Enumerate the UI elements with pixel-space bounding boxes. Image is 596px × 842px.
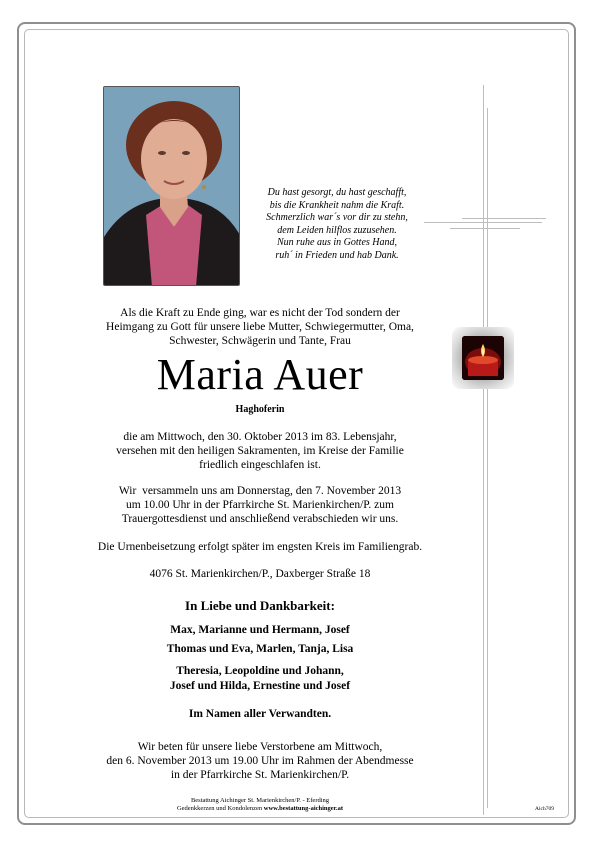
poem-line: bis die Krankheit nahm die Kraft. bbox=[269, 199, 405, 211]
death-notice-line: friedlich eingeschlafen ist. bbox=[199, 459, 321, 471]
mourners-heading: In Liebe und Dankbarkeit: bbox=[185, 598, 335, 613]
intro-line: Schwester, Schwägerin und Tante, Frau bbox=[169, 335, 351, 347]
mourners-line: Max, Marianne und Hermann, Josef bbox=[170, 624, 350, 636]
document-code: Aich709 bbox=[535, 806, 554, 812]
death-notice bbox=[40, 430, 480, 472]
death-notice-line: versehen mit den heiligen Sakramenten, im Kreise der Familie bbox=[116, 445, 404, 457]
funeral-line: um 10.00 Uhr in der Pfarrkirche St. Marienkirchen/P. zum bbox=[126, 499, 394, 511]
urn-burial-text: Die Urnenbeisetzung erfolgt später im engsten Kreis im Familiengrab. bbox=[97, 541, 423, 553]
intro-line: Als die Kraft zu Ende ging, war es nicht der Tod sondern der bbox=[120, 307, 400, 319]
address: 4076 St. Marienkirchen/P., Daxberger Straße 18 bbox=[149, 568, 371, 580]
mourners-group-1 bbox=[40, 621, 480, 659]
evening-mass-line: den 6. November 2013 um 19.00 Uhr im Rahmen der Abendmesse bbox=[106, 755, 414, 767]
intro-text bbox=[40, 306, 480, 348]
poem bbox=[240, 187, 434, 262]
portrait-photo bbox=[103, 86, 240, 286]
house-name: Haghoferin bbox=[235, 404, 285, 415]
death-notice-line: die am Mittwoch, den 30. Oktober 2013 im 83. Lebensjahr, bbox=[123, 431, 397, 443]
funeral-line: Trauergottesdienst und anschließend verabschieden wir uns. bbox=[121, 513, 399, 525]
evening-mass-line: Wir beten für unsere liebe Verstorbene am Mittwoch, bbox=[137, 741, 383, 753]
mourners-line: Thomas und Eva, Marlen, Tanja, Lisa bbox=[166, 643, 354, 655]
funeral-info bbox=[40, 484, 480, 526]
mourners-line: Josef und Hilda, Ernestine und Josef bbox=[169, 680, 351, 692]
poem-line: ruh´ in Frieden und hab Dank. bbox=[275, 249, 399, 261]
footer-text: Gedenkkerzen und Kondolenzen bbox=[176, 805, 264, 812]
deceased-name: Maria Auer bbox=[156, 350, 364, 399]
mourners-line: Theresia, Leopoldine und Johann, bbox=[176, 665, 344, 677]
footer-line-1: Bestattung Aichinger St. Marienkirchen/P. - Eferding bbox=[190, 797, 330, 804]
evening-mass-line: in der Pfarrkirche St. Marienkirchen/P. bbox=[170, 769, 350, 781]
poem-line: Nun ruhe aus in Gottes Hand, bbox=[277, 237, 397, 248]
relatives-note: Im Namen aller Verwandten. bbox=[188, 708, 332, 720]
poem-line: dem Leiden hilflos zuzusehen. bbox=[277, 224, 397, 236]
funeral-line: Wir versammeln uns am Donnerstag, den 7. November 2013 bbox=[118, 485, 402, 497]
poem-line: Du hast gesorgt, du hast geschafft, bbox=[267, 187, 407, 198]
footer bbox=[40, 797, 480, 813]
footer-line-2 bbox=[40, 805, 480, 813]
website-link[interactable]: www.bestattung-aichinger.at bbox=[263, 805, 344, 812]
intro-line: Heimgang zu Gott für unsere liebe Mutter, Schwiegermutter, Oma, bbox=[106, 321, 414, 333]
poem-line: Schmerzlich war´s vor dir zu stehn, bbox=[266, 212, 408, 223]
evening-mass bbox=[40, 740, 480, 782]
mourners-group-2 bbox=[40, 664, 480, 694]
